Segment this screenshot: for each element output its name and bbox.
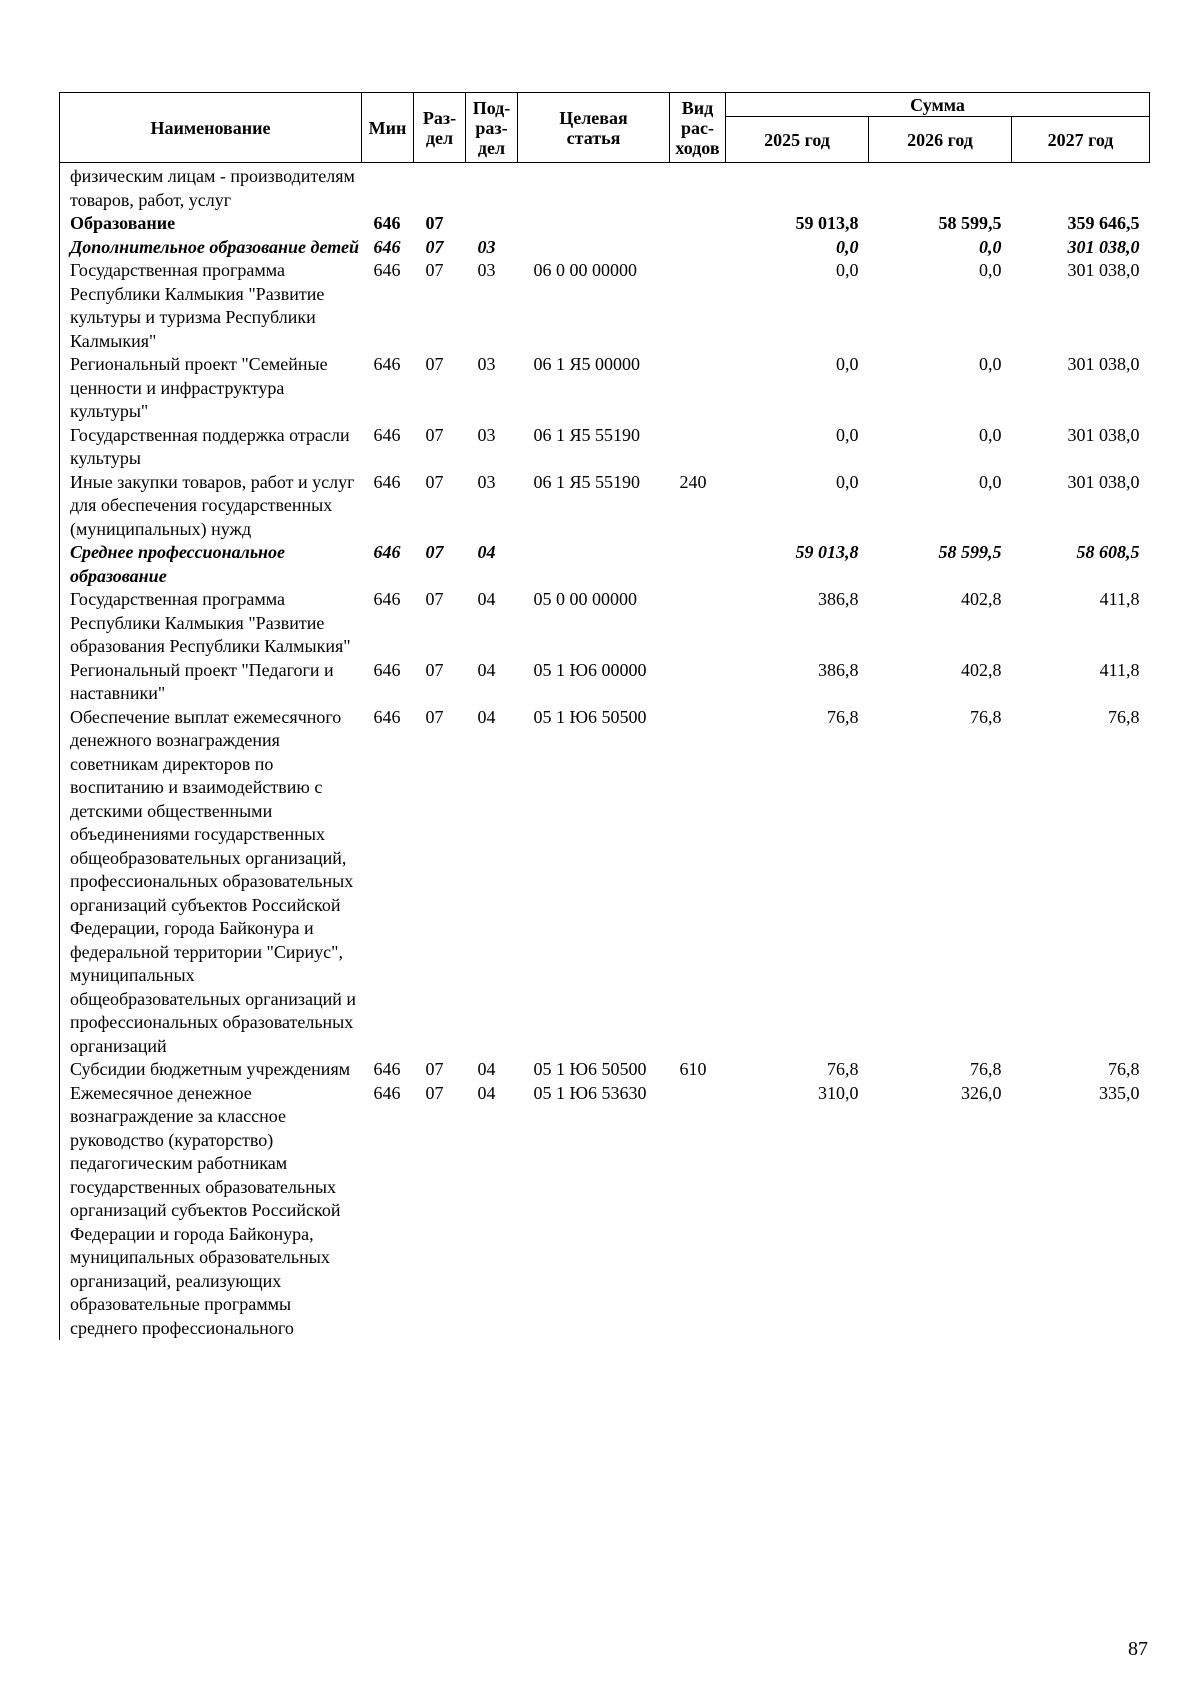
row-2026: 58 599,5 xyxy=(938,213,1002,233)
row-2026 xyxy=(869,163,1012,213)
row-podrazdel: 04 xyxy=(477,589,496,609)
row-podrazdel: 03 xyxy=(477,424,496,445)
table-body xyxy=(60,163,1150,1341)
row-2025: 76,8 xyxy=(827,706,859,727)
row-vid xyxy=(670,236,726,260)
row-2027: 76,8 xyxy=(1108,1059,1140,1079)
header-vid: Вид рас- ходов xyxy=(670,93,726,163)
row-2026: 0,0 xyxy=(979,354,1002,374)
row-statya xyxy=(518,236,670,260)
header-2027: 2027 год xyxy=(1012,117,1150,163)
row-name: Государственная программа Республики Калмыкия "Развитие культуры и туризма Республики Калмыкия" xyxy=(60,259,362,353)
table-row xyxy=(60,163,1150,213)
row-vid xyxy=(670,353,726,424)
row-2025 xyxy=(726,163,869,213)
row-min: 646 xyxy=(373,260,401,280)
row-statya: 05 1 Ю6 00000 xyxy=(533,659,647,680)
header-summa: Сумма xyxy=(726,93,1150,117)
header-2025: 2025 год xyxy=(726,117,869,163)
row-statya: 06 0 00 00000 xyxy=(533,260,637,280)
row-2027: 58 608,5 xyxy=(1076,542,1140,562)
row-2027: 301 038,0 xyxy=(1067,260,1140,280)
row-podrazdel xyxy=(466,163,518,213)
row-2025: 0,0 xyxy=(836,260,859,280)
row-2026: 0,0 xyxy=(979,471,1002,492)
row-statya: 06 1 Я5 00000 xyxy=(533,354,641,374)
row-statya: 05 1 Ю6 53630 xyxy=(533,1082,647,1103)
row-podrazdel: 03 xyxy=(477,354,496,374)
row-statya xyxy=(518,163,670,213)
row-2027: 301 038,0 xyxy=(1067,424,1140,445)
row-name: Дополнительное образование детей xyxy=(60,236,362,260)
row-2026: 402,8 xyxy=(961,589,1002,609)
row-podrazdel: 04 xyxy=(477,1059,496,1079)
row-razdel: 07 xyxy=(425,589,444,609)
row-statya: 05 1 Ю6 50500 xyxy=(533,706,647,727)
table-row xyxy=(60,259,1150,353)
row-2027: 301 038,0 xyxy=(1067,354,1140,374)
row-name: Иные закупки товаров, работ и услуг для обеспечения государственных (муниципальных) нужд xyxy=(60,471,362,542)
row-podrazdel xyxy=(466,212,518,236)
header-min: Мин xyxy=(362,93,414,163)
row-min: 646 xyxy=(373,659,401,680)
row-vid xyxy=(670,541,726,588)
row-2027 xyxy=(1012,163,1150,213)
row-podrazdel: 04 xyxy=(477,706,496,727)
header-2026: 2026 год xyxy=(869,117,1012,163)
row-2027: 335,0 xyxy=(1099,1082,1140,1103)
row-2025: 76,8 xyxy=(827,1059,859,1079)
row-podrazdel: 04 xyxy=(477,1082,496,1103)
header-podrazdel: Под- раз- дел xyxy=(466,93,518,163)
row-2026: 58 599,5 xyxy=(938,542,1002,562)
row-2025: 0,0 xyxy=(836,354,859,374)
row-razdel: 07 xyxy=(425,542,444,562)
row-razdel: 07 xyxy=(425,424,444,445)
row-statya: 05 0 00 00000 xyxy=(533,589,637,609)
row-2026: 326,0 xyxy=(961,1082,1002,1103)
row-name: Государственная программа Республики Калмыкия "Развитие образования Республики Калмыкия" xyxy=(60,588,362,659)
row-statya xyxy=(518,212,670,236)
row-min: 646 xyxy=(373,471,401,492)
row-2026: 76,8 xyxy=(970,706,1002,727)
row-2025: 0,0 xyxy=(836,471,859,492)
budget-table xyxy=(59,92,1150,1340)
table-row xyxy=(60,1082,1150,1341)
row-name: Региональный проект "Семейные ценности и инфраструктура культуры" xyxy=(60,353,362,424)
row-name: Ежемесячное денежное вознаграждение за классное руководство (кураторство) педагогическим работникам государственных образовательных организаций субъектов Российской Федерации и города Байконура, муниципальных образовательных организаций, реализующих образовательные программы среднего профессионального xyxy=(60,1082,362,1341)
row-min: 646 xyxy=(373,424,401,445)
row-name: Обеспечение выплат ежемесячного денежного вознаграждения советникам директоров по воспитанию и взаимодействию с детскими общественными объединениями государственных общеобразовательных организаций, профессиональных образовательных организаций субъектов Российской Федерации, города Байконура и федеральной территории "Сириус", муниципальных общеобразовательных организаций и профессиональных образовательных организаций xyxy=(60,706,362,1059)
row-vid xyxy=(670,424,726,471)
row-razdel xyxy=(414,163,466,213)
row-2027: 76,8 xyxy=(1108,706,1140,727)
row-min xyxy=(362,163,414,213)
row-vid xyxy=(670,588,726,659)
row-name: Региональный проект "Педагоги и наставники" xyxy=(60,659,362,706)
row-vid: 610 xyxy=(679,1059,707,1079)
row-podrazdel: 04 xyxy=(477,542,496,562)
row-statya: 06 1 Я5 55190 xyxy=(533,471,641,492)
row-2025: 386,8 xyxy=(818,659,859,680)
table-row xyxy=(60,1058,1150,1082)
row-2026: 0,0 xyxy=(979,236,1002,257)
row-2026: 0,0 xyxy=(979,260,1002,280)
row-2025: 310,0 xyxy=(818,1082,859,1103)
row-2027: 411,8 xyxy=(1099,659,1140,680)
row-razdel: 07 xyxy=(425,236,444,257)
row-2027: 301 038,0 xyxy=(1067,471,1140,492)
table-row xyxy=(60,212,1150,236)
row-podrazdel: 03 xyxy=(477,260,496,280)
row-statya xyxy=(518,541,670,588)
table-row xyxy=(60,706,1150,1059)
row-2025: 0,0 xyxy=(836,236,859,257)
row-vid: 240 xyxy=(679,471,707,492)
row-name: Субсидии бюджетным учреждениям xyxy=(60,1058,362,1082)
table-row xyxy=(60,424,1150,471)
table-header xyxy=(60,93,1150,163)
row-razdel: 07 xyxy=(425,1082,444,1103)
table-row xyxy=(60,353,1150,424)
row-min: 646 xyxy=(373,354,401,374)
row-2026: 402,8 xyxy=(961,659,1002,680)
row-razdel: 07 xyxy=(425,706,444,727)
row-min: 646 xyxy=(373,236,401,257)
table-row xyxy=(60,588,1150,659)
row-razdel: 07 xyxy=(425,659,444,680)
row-razdel: 07 xyxy=(425,471,444,492)
row-vid xyxy=(670,1082,726,1341)
row-2027: 301 038,0 xyxy=(1067,236,1140,257)
row-razdel: 07 xyxy=(425,354,444,374)
row-min: 646 xyxy=(373,706,401,727)
row-podrazdel: 04 xyxy=(477,659,496,680)
row-vid xyxy=(670,212,726,236)
row-2025: 59 013,8 xyxy=(795,213,859,233)
row-2025: 386,8 xyxy=(818,589,859,609)
row-name: физическим лицам - производителям товаров, работ, услуг xyxy=(60,163,362,213)
row-vid xyxy=(670,659,726,706)
table-row xyxy=(60,471,1150,542)
row-name: Образование xyxy=(60,212,362,236)
row-min: 646 xyxy=(373,1059,401,1079)
row-podrazdel: 03 xyxy=(477,471,496,492)
row-2025: 59 013,8 xyxy=(795,542,859,562)
page-number: 87 xyxy=(1128,1638,1148,1660)
row-razdel: 07 xyxy=(425,260,444,280)
table-row xyxy=(60,541,1150,588)
table-row xyxy=(60,659,1150,706)
row-name: Среднее профессиональное образование xyxy=(60,541,362,588)
row-min: 646 xyxy=(373,542,401,562)
row-vid xyxy=(670,706,726,1059)
row-2027: 359 646,5 xyxy=(1067,213,1140,233)
row-vid xyxy=(670,163,726,213)
row-min: 646 xyxy=(373,1082,401,1103)
row-razdel: 07 xyxy=(425,213,444,233)
header-name: Наименование xyxy=(60,93,362,163)
row-2026: 0,0 xyxy=(979,424,1002,445)
row-min: 646 xyxy=(373,213,401,233)
header-razdel: Раз- дел xyxy=(414,93,466,163)
row-podrazdel: 03 xyxy=(477,236,496,257)
row-statya: 06 1 Я5 55190 xyxy=(533,424,641,445)
row-2025: 0,0 xyxy=(836,424,859,445)
row-name: Государственная поддержка отрасли культуры xyxy=(60,424,362,471)
row-2027: 411,8 xyxy=(1099,589,1140,609)
row-vid xyxy=(670,259,726,353)
row-2026: 76,8 xyxy=(970,1059,1002,1079)
header-statya: Целевая статья xyxy=(518,93,670,163)
row-min: 646 xyxy=(373,589,401,609)
table-row xyxy=(60,236,1150,260)
row-statya: 05 1 Ю6 50500 xyxy=(533,1059,647,1079)
row-razdel: 07 xyxy=(425,1059,444,1079)
